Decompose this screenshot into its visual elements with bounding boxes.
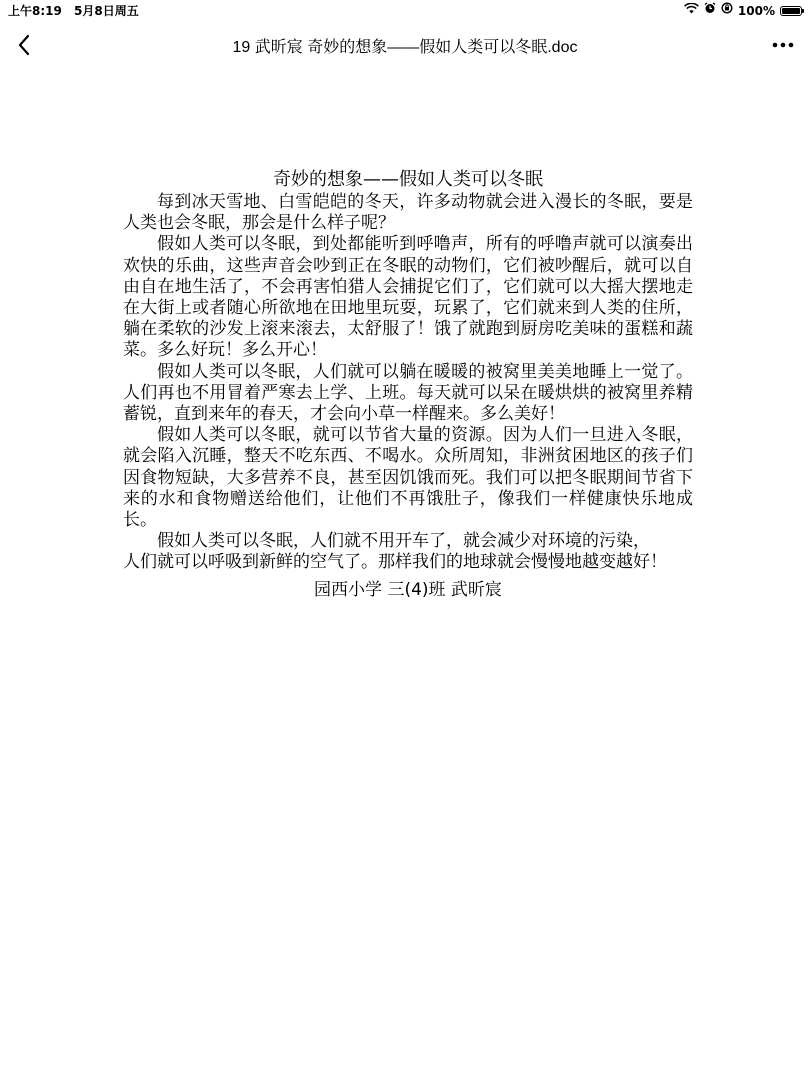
alarm-icon (704, 0, 716, 22)
document-content (123, 168, 693, 601)
battery-fill (782, 8, 800, 14)
status-date: 5月8日周五 (74, 4, 139, 18)
nav-bar (0, 22, 810, 68)
status-time: 上午8:19 (8, 4, 62, 18)
chevron-left-icon (10, 28, 40, 62)
status-left (8, 0, 147, 22)
more-icon (770, 32, 796, 58)
status-bar (0, 0, 810, 22)
document-paragraph-3: 假如人类可以冬眠，人们就可以躺在暖暖的被窝里美美地睡上一觉了。人们再也不用冒着严寒去上学、上班。每天就可以呆在暖烘烘的被窝里养精蓄锐，直到来年的春天，才会向小草一样醒来。多么美好！ (123, 361, 693, 425)
document-paragraph-5: 假如人类可以冬眠，人们就不用开车了，就会减少对环境的污染， (157, 531, 650, 552)
document-paragraph-6: 人们就可以呼吸到新鲜的空气了。那样我们的地球就会慢慢地越变越好！ (123, 552, 667, 573)
document-paragraph-2: 假如人类可以冬眠，到处都能听到呼噜声，所有的呼噜声就可以演奏出欢快的乐曲，这些声音会吵到正在冬眠的动物们，它们被吵醒后，就可以自由自在地生活了，不会再害怕猎人会捕捉它们了，它们就可以大摇大摆地走在大街上或者随心所欲地在田地里玩耍，玩累了，它们就来到人类的住所，躺在柔软的沙发上滚来滚去，太舒服了！饿了就跑到厨房吃美味的蛋糕和蔬菜。多么好玩！多么开心！ (123, 234, 693, 361)
orientation-lock-icon (721, 0, 733, 22)
status-right (684, 0, 802, 22)
back-button[interactable] (10, 28, 40, 62)
battery-percent: 100% (737, 4, 775, 18)
battery-icon (780, 6, 802, 16)
more-button[interactable] (770, 32, 796, 58)
wifi-icon (684, 0, 699, 22)
document-paragraph-4: 假如人类可以冬眠，就可以节省大量的资源。因为人们一旦进入冬眠，就会陷入沉睡，整天不吃东西、不喝水。众所周知，非洲贫困地区的孩子们因食物短缺，大多营养不良，甚至因饥饿而死。我们可以把冬眠期间节省下来的水和食物赠送给他们，让他们不再饿肚子，像我们一样健康快乐地成长。 (123, 425, 693, 531)
document-signature: 园西小学 三(4)班 武昕宸 (314, 579, 502, 600)
document-paragraph-1: 每到冰天雪地、白雪皑皑的冬天，许多动物就会进入漫长的冬眠，要是人类也会冬眠，那会是什么样子呢？ (123, 192, 693, 234)
document-filename: 19 武昕宸 奇妙的想象——假如人类可以冬眠.doc (232, 39, 578, 56)
document-title: 奇妙的想象——假如人类可以冬眠 (273, 169, 543, 190)
